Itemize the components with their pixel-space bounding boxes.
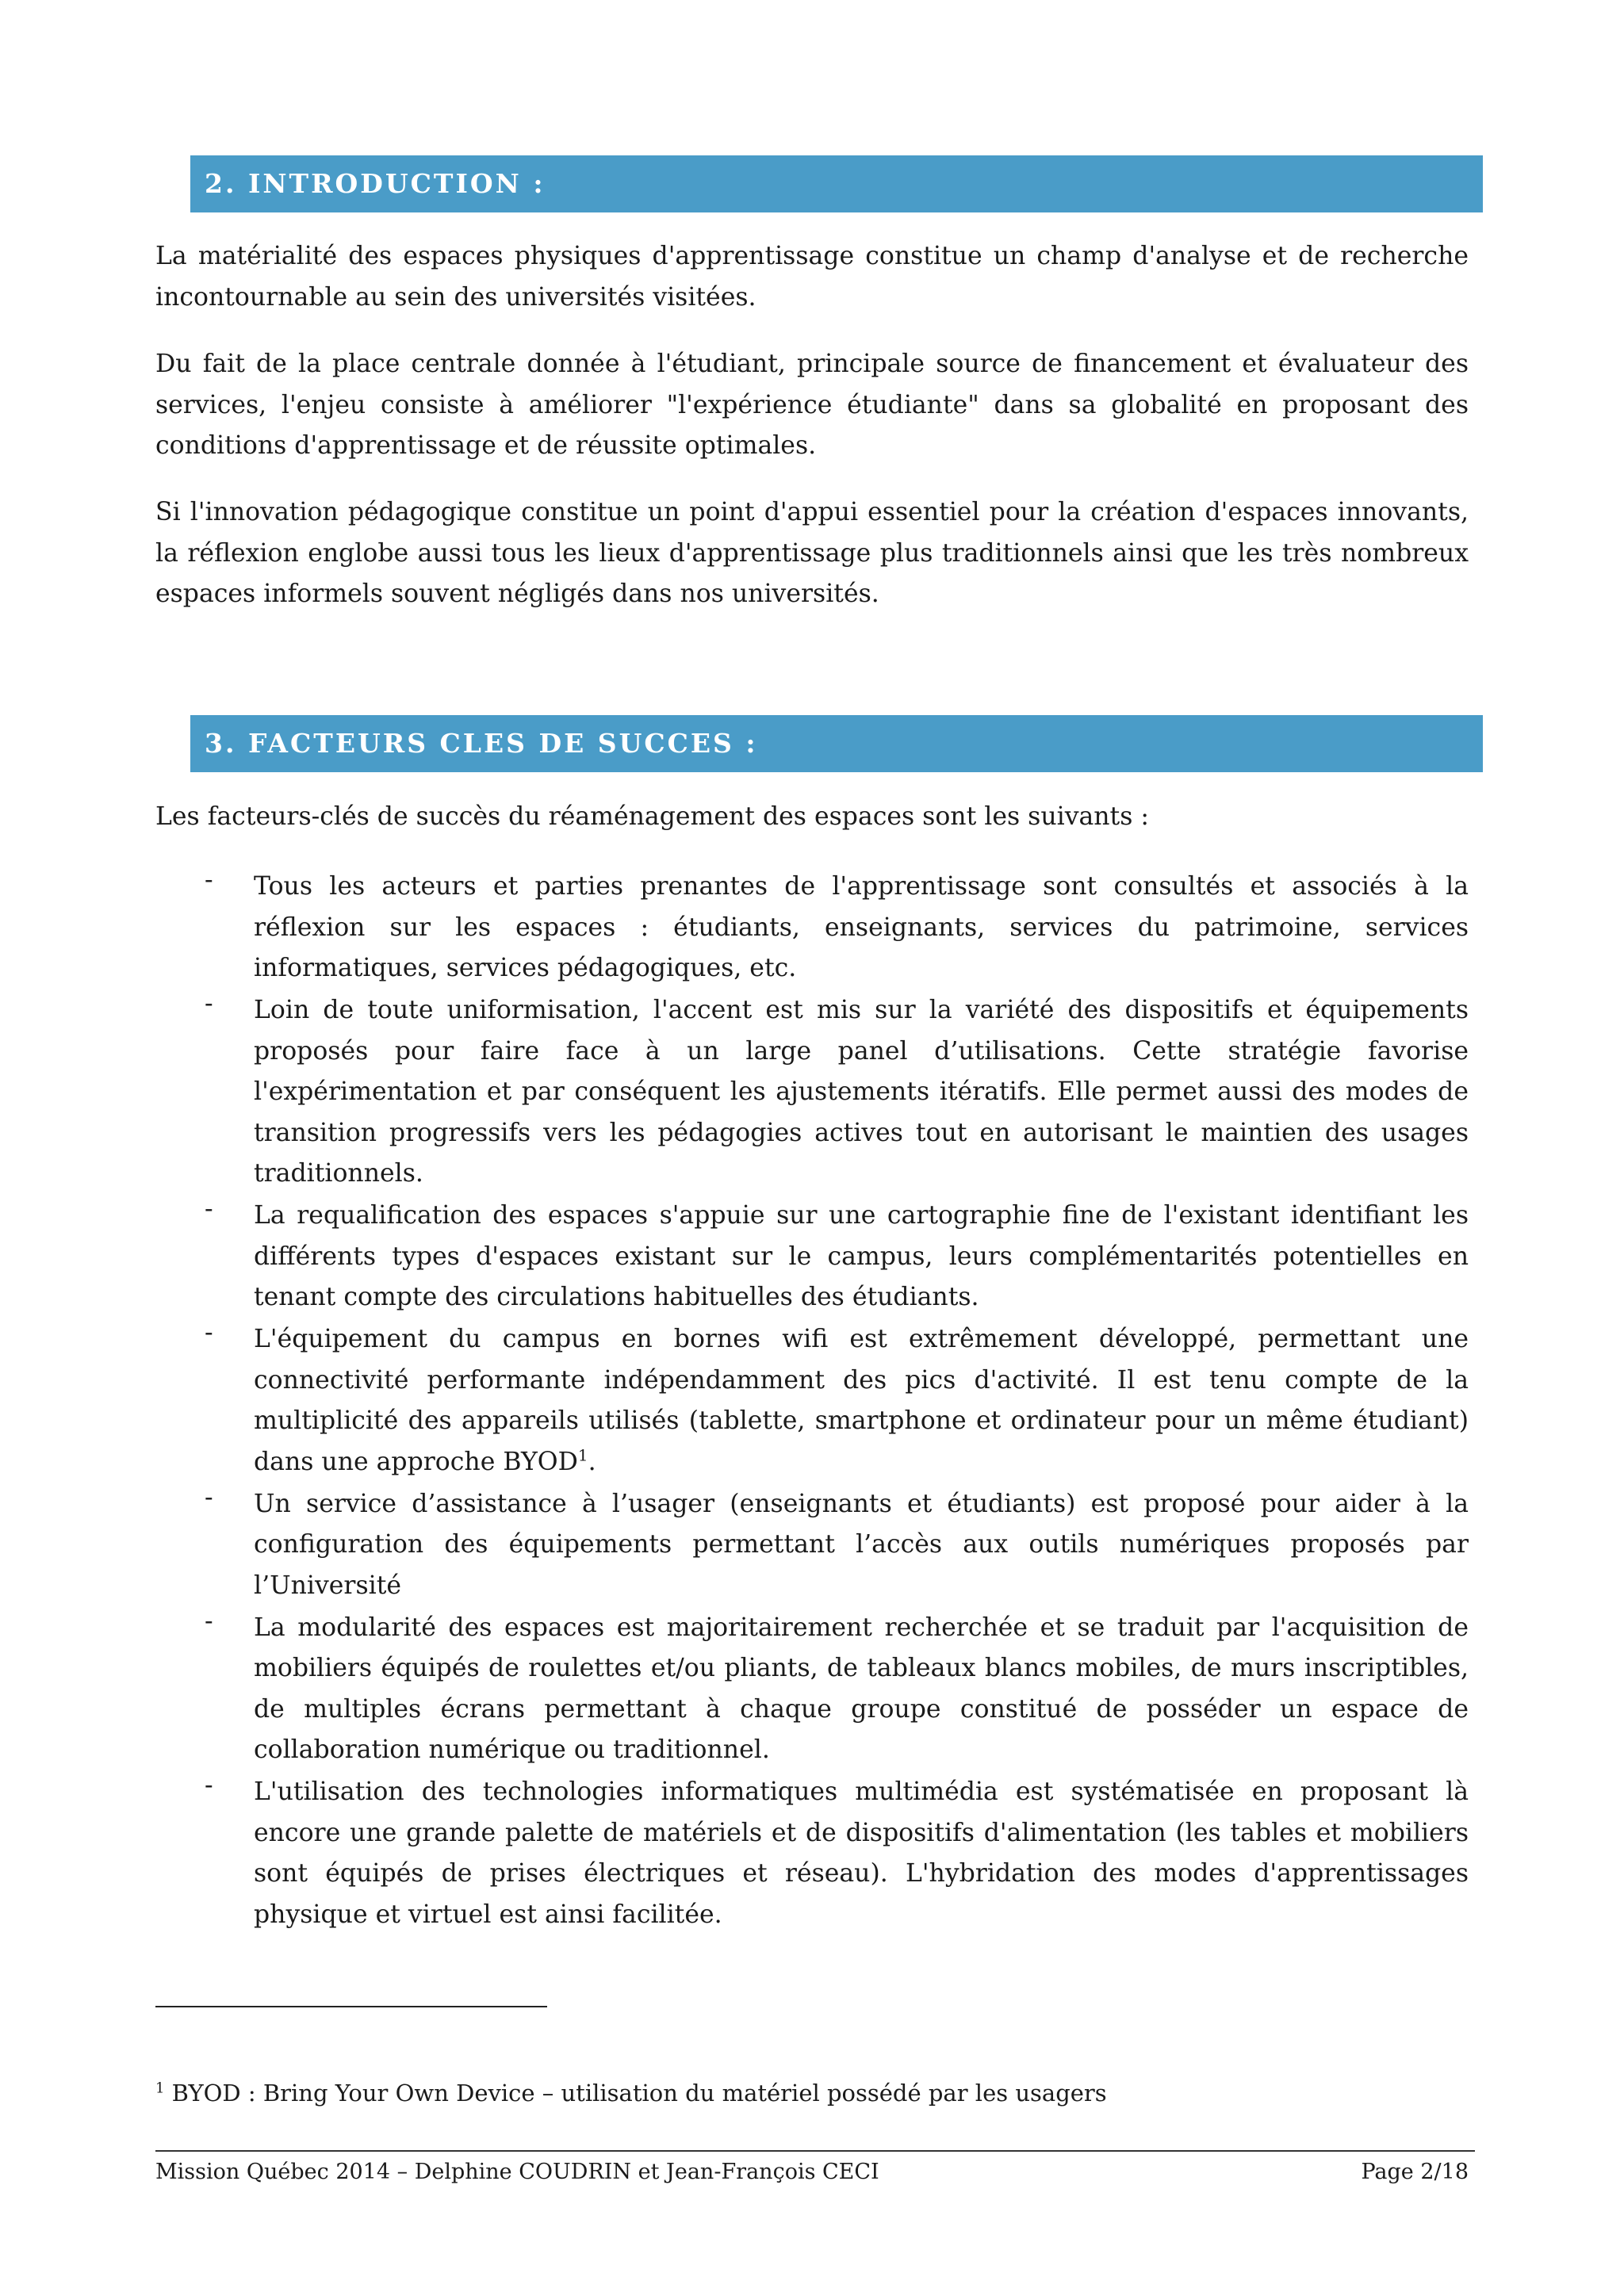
bullet-text-byod: L'équipement du campus en bornes wifi est extrêmement développé, permettant une connectivité performante indépendamment des pics d'activité. Il est tenu compte de la multiplicité des appareils utilisés (tablette, smartphone et ordinateur pour un même étudiant) dans une approche BYOD <box>254 1325 1469 1476</box>
bullet-text: Un service d’assistance à l’usager (enseignants et étudiants) est proposé pour aider à la configuration des équipements permettant l’accès aux outils numériques proposés par l’Université <box>254 1489 1469 1600</box>
footnote <box>155 2077 1107 2109</box>
section-header-introduction <box>190 155 1483 212</box>
bullet-dash: - <box>205 866 213 894</box>
bullet-text <box>254 1325 1469 1476</box>
footnote-number: 1 <box>155 2080 165 2097</box>
intro-paragraph-1: La matérialité des espaces physiques d'apprentissage constitue un champ d'analyse et de recherche incontournable au sein des universités visitées. <box>155 242 1469 312</box>
section-header-facteurs <box>190 715 1483 772</box>
facteurs-bullet-list <box>155 867 1469 1937</box>
bullet-text: L'utilisation des technologies informatiques multimédia est systématisée en proposant là encore une grande palette de matériels et de dispositifs d'alimentation (les tables et mobiliers sont équipés de prises électriques et réseau). L'hybridation des modes d'apprentissages physique et virtuel est ainsi facilitée. <box>254 1777 1469 1929</box>
bullet-dash: - <box>205 1771 213 1800</box>
bullet-dash: - <box>205 1195 213 1223</box>
bullet-suffix: . <box>588 1447 596 1476</box>
bullet-dash: - <box>205 1483 213 1512</box>
list-item <box>155 1319 1469 1483</box>
bullet-dash: - <box>205 1606 213 1636</box>
section-title-introduction: 2. INTRODUCTION : <box>205 168 546 199</box>
bullet-dash: - <box>205 989 213 1018</box>
footnote-separator <box>155 2006 547 2007</box>
list-item <box>155 1484 1469 1607</box>
bullet-text: Tous les acteurs et parties prenantes de l'apprentissage sont consultés et associés à la réflexion sur les espaces : étudiants, enseignants, services du patrimoine, services informatiques, services pédagogiques, etc. <box>254 872 1469 982</box>
list-item <box>155 990 1469 1195</box>
bullet-text: La requalification des espaces s'appuie sur une cartographie fine de l'existant identifiant les différents types d'espaces existant sur le campus, leurs complémentarités potentielles en tenant compte des circulations habituelles des étudiants. <box>254 1201 1469 1311</box>
footer-left: Mission Québec 2014 – Delphine COUDRIN et Jean-François CECI <box>155 2160 879 2184</box>
footnote-ref[interactable]: 1 <box>577 1445 588 1464</box>
list-item <box>155 1608 1469 1771</box>
page-number: Page 2/18 <box>1361 2160 1469 2184</box>
facteurs-intro: Les facteurs-clés de succès du réaménagement des espaces sont les suivants : <box>155 802 1150 831</box>
list-item <box>155 867 1469 989</box>
bullet-text: Loin de toute uniformisation, l'accent est mis sur la variété des dispositifs et équipements proposés pour faire face à un large panel d’utilisations. Cette stratégie favorise l'expérimentation et par conséquent les ajustements itératifs. Elle permet aussi des modes de transition progressifs vers les pédagogies actives tout en autorisant le maintien des usages traditionnels. <box>254 996 1469 1188</box>
bullet-text: La modularité des espaces est majoritairement recherchée et se traduit par l'acquisition de mobiliers équipés de roulettes et/ou pliants, de tableaux blancs mobiles, de murs inscriptibles, de multiples écrans permettant à chaque groupe constitué de posséder un espace de collaboration numérique ou traditionnel. <box>254 1613 1469 1764</box>
footnote-text: BYOD : Bring Your Own Device – utilisation du matériel possédé par les usagers <box>164 2080 1107 2107</box>
bullet-dash: - <box>205 1318 213 1347</box>
footer-separator <box>155 2150 1475 2152</box>
intro-paragraph-3: Si l'innovation pédagogique constitue un point d'appui essentiel pour la création d'espaces innovants, la réflexion englobe aussi tous les lieux d'apprentissage plus traditionnels ainsi que les très nombreux espaces informels souvent négligés dans nos universités. <box>155 498 1469 608</box>
intro-paragraph-2: Du fait de la place centrale donnée à l'étudiant, principale source de financement et évaluateur des services, l'enjeu consiste à améliorer "l'expérience étudiante" dans sa globalité en proposant des conditions d'apprentissage et de réussite optimales. <box>155 350 1469 460</box>
list-item <box>155 1772 1469 1935</box>
section-title-facteurs: 3. FACTEURS CLES DE SUCCES : <box>205 728 758 759</box>
list-item <box>155 1196 1469 1318</box>
